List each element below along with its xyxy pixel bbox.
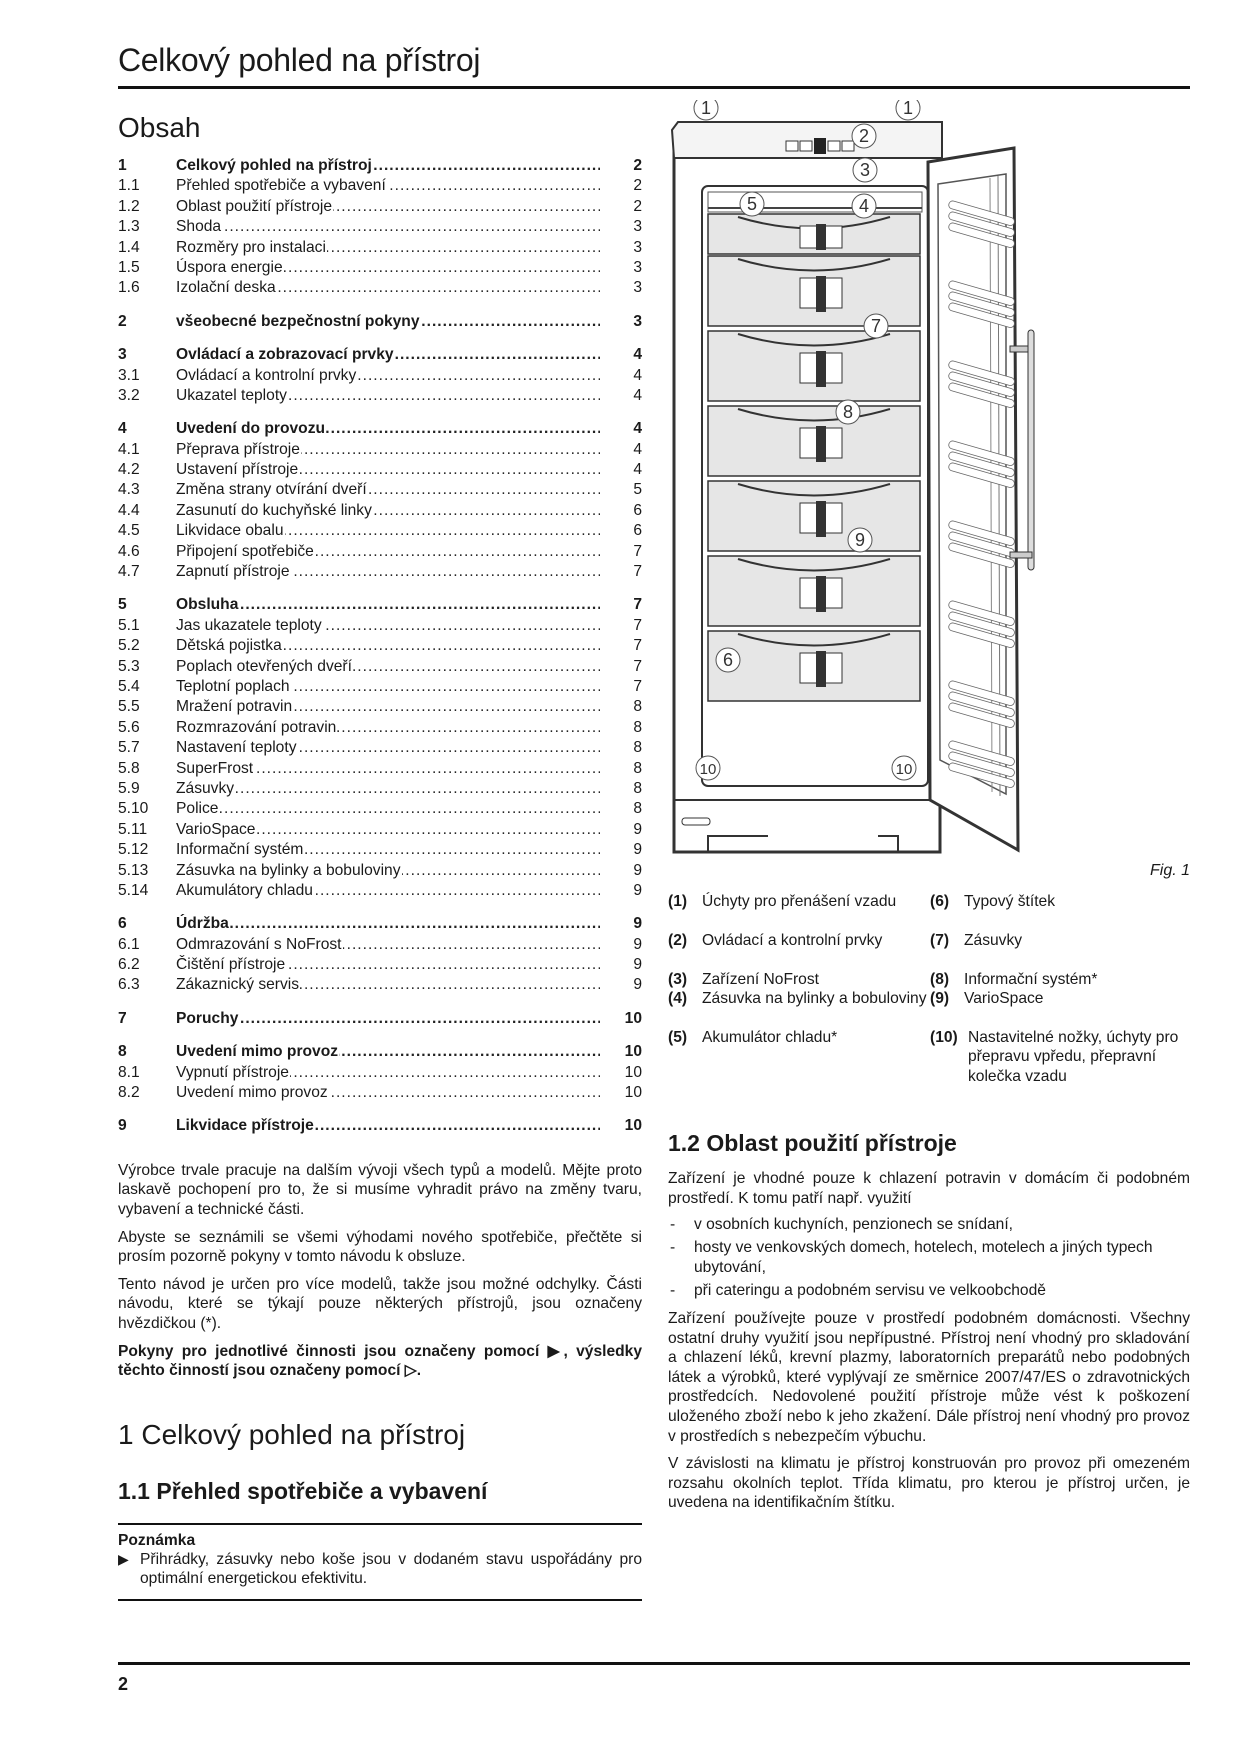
toc-entry-label: Uvedení mimo provoz .....	[176, 1042, 600, 1062]
toc-entry-page: 4	[633, 386, 642, 404]
list-item-text: při cateringu a podobném servisu ve velkoobchodě	[694, 1282, 1046, 1300]
toc-entry-number: 1	[118, 157, 127, 174]
toc-entry[interactable]	[118, 419, 642, 439]
toc-entry-page: 3	[633, 279, 642, 297]
toc-entry-page: 9	[633, 976, 642, 994]
toc-entry-label: VarioSpace .....	[176, 820, 600, 840]
list-item	[668, 1281, 1190, 1301]
toc-entry-label: Vypnutí přístroje .....	[176, 1063, 600, 1083]
toc-entry[interactable]	[118, 1009, 642, 1029]
toc-entry-number: 4.4	[118, 501, 140, 519]
toc-entry-number: 1.4	[118, 238, 140, 256]
legend-item	[930, 970, 1190, 989]
legend-item	[668, 970, 930, 989]
toc-entry[interactable]	[118, 238, 642, 258]
toc-entry[interactable]	[118, 1063, 642, 1083]
toc-entry-page: 4	[633, 440, 642, 458]
toc-entry-number: 4.1	[118, 440, 140, 458]
usage-paragraph: Zařízení používejte pouze v prostředí podobném domácnosti. Všechny ostatní druhy využití jsou nepřípustné. Přístroj není vhodný pro skladování a chlazení léků, krevní plazmy, laboratorních preparátů nebo podobných látek a výrobků, které vyplývají ze směrnice 2007/47/ES o zdravotnických prostředcích. Nedovolené použití přístroje může vést k poškození uloženého zboží nebo k jeho zkažení. Dále přístroj není vhodný pro provoz v prostředích s nebezpečím výbuchu.	[668, 1309, 1190, 1445]
note-item	[118, 1550, 642, 1589]
toc-entry-label: Ustavení přístroje .....	[176, 460, 600, 480]
toc-entry-page: 7	[633, 563, 642, 581]
usage-list	[668, 1215, 1190, 1301]
toc-entry-number: 3	[118, 346, 127, 364]
callout-label: 2	[858, 126, 870, 146]
toc-entry-number: 9	[118, 1117, 127, 1135]
note-text: Přihrádky, zásuvky nebo koše jsou v dodaném stavu uspořádány pro optimální energetickou efektivitu.	[140, 1550, 642, 1588]
note-box	[118, 1523, 642, 1601]
toc-entry-label: SuperFrost .....	[176, 759, 600, 779]
toc-entry[interactable]	[118, 636, 642, 656]
callout-label: 1	[700, 100, 712, 118]
toc-entry-label: Zásuvka na bylinky a bobuloviny .....	[176, 861, 600, 881]
toc-entry[interactable]	[118, 914, 642, 934]
legend-number: (3)	[668, 970, 688, 988]
toc-entry-label: Ovládací a zobrazovací prvky .....	[176, 345, 600, 365]
toc-entry[interactable]	[118, 480, 642, 500]
callout-label: 9	[854, 530, 866, 550]
toc-entry-page: 9	[633, 881, 642, 899]
toc-entry[interactable]	[118, 820, 642, 840]
toc-entry[interactable]	[118, 501, 642, 521]
toc-entry-label: Oblast použití přístroje .....	[176, 197, 600, 217]
toc-entry-page: 8	[633, 759, 642, 777]
legend-item	[668, 1028, 930, 1047]
toc-entry-page: 7	[633, 637, 642, 655]
toc-entry-label: Ovládací a kontrolní prvky .....	[176, 366, 600, 386]
note-title: Poznámka	[118, 1531, 196, 1549]
dash-bullet-icon: -	[670, 1215, 676, 1233]
toc-entry-number: 5.13	[118, 861, 149, 879]
legend-number: (10)	[930, 1028, 958, 1046]
toc-entry-page: 3	[633, 258, 642, 276]
toc-entry-page: 4	[633, 346, 642, 364]
toc-entry[interactable]	[118, 542, 642, 562]
freezer-illustration	[668, 100, 1190, 890]
toc-entry[interactable]	[118, 718, 642, 738]
legend-text: Akumulátor chladu*	[702, 1028, 838, 1046]
toc-entry[interactable]	[118, 386, 642, 406]
toc-entry-page: 2	[633, 157, 642, 174]
toc-entry[interactable]	[118, 738, 642, 758]
legend-text: Zásuvky	[964, 931, 1023, 949]
intro	[118, 1161, 642, 1381]
triangle-right-icon: ▶	[118, 1550, 129, 1567]
toc-entry-page: 2	[633, 197, 642, 215]
legend-item	[668, 931, 930, 970]
toc-entry-page: 10	[624, 1063, 642, 1081]
callout-label: 10	[895, 761, 913, 778]
dash-bullet-icon: -	[670, 1282, 676, 1300]
toc-entry-number: 5.5	[118, 698, 140, 716]
legend-text: Zásuvka na bylinky a bobuloviny	[702, 990, 927, 1007]
toc-entry-label: Zásuvky .....	[176, 779, 600, 799]
toc-entry-number: 1.5	[118, 258, 140, 276]
toc-entry-page: 8	[633, 698, 642, 716]
toc-entry-label: Informační systém .....	[176, 840, 600, 860]
toc-entry[interactable]	[118, 1116, 642, 1136]
toc-entry-number: 4	[118, 420, 127, 438]
usage-paragraph: V závislosti na klimatu je přístroj konstruován pro provoz při omezeném rozsahu okolních teplot. Třída klimatu, pro kterou je přístroj určen, je uvedena na identifikačním štítku.	[668, 1455, 1190, 1512]
toc-entry-number: 1.2	[118, 197, 140, 215]
legend-number: (2)	[668, 931, 688, 949]
page-header	[118, 38, 1190, 82]
legend-text: Informační systém*	[964, 970, 1098, 988]
toc-entry-page: 9	[633, 935, 642, 953]
toc-entry-page: 7	[633, 677, 642, 695]
legend-number: (9)	[930, 990, 950, 1007]
toc-entry-number: 5.11	[118, 820, 148, 838]
toc-entry-page: 10	[624, 1009, 642, 1027]
toc-entry-label: Likvidace obalu .....	[176, 521, 600, 541]
figure-caption: Fig. 1	[1149, 862, 1190, 879]
toc-entry[interactable]	[118, 779, 642, 799]
toc-entry-number: 4.3	[118, 481, 140, 499]
toc-entry-page: 9	[633, 956, 642, 974]
toc-entry-number: 5.3	[118, 657, 140, 675]
toc-entry[interactable]	[118, 278, 642, 298]
toc-entry-label: Čištění přístroje .....	[176, 955, 600, 975]
list-item-text: hosty ve venkovských domech, hotelech, motelech a jiných typech ubytování,	[694, 1239, 1153, 1276]
toc-entry-number: 4.7	[118, 563, 140, 581]
toc-title: Obsah	[118, 112, 201, 143]
toc-entry[interactable]	[118, 521, 642, 541]
toc-entry-label: Poruchy .....	[176, 1009, 600, 1029]
toc-entry-page: 9	[633, 915, 642, 933]
toc-entry-number: 4.2	[118, 461, 140, 479]
toc-entry-number: 5.9	[118, 779, 140, 797]
toc-entry-label: Zákaznický servis .....	[176, 975, 600, 995]
toc-entry-number: 4.5	[118, 522, 140, 540]
toc-entry-label: Teplotní poplach .....	[176, 677, 600, 697]
toc-entry-page: 10	[624, 1117, 642, 1135]
toc-entry-number: 1.1	[118, 177, 140, 195]
toc-entry[interactable]	[118, 840, 642, 860]
toc-entry-label: Úspora energie .....	[176, 258, 600, 278]
legend-text: Ovládací a kontrolní prvky	[702, 931, 883, 949]
toc-entry[interactable]	[118, 799, 642, 819]
legend-number: (4)	[668, 990, 688, 1007]
toc-entry-number: 6.1	[118, 935, 140, 953]
toc-entry-number: 7	[118, 1009, 127, 1027]
toc-entry-label: Uvedení mimo provoz .....	[176, 1083, 600, 1103]
toc-entry[interactable]	[118, 345, 642, 365]
callout-label: 6	[722, 650, 734, 670]
toc-entry[interactable]	[118, 595, 642, 615]
toc-entry-number: 5	[118, 596, 127, 614]
toc-entry-number: 5.1	[118, 616, 140, 634]
legend-number: (8)	[930, 970, 950, 988]
toc-entry-label: Zasunutí do kuchyňské linky .....	[176, 501, 600, 521]
footer-divider	[118, 1662, 1190, 1665]
list-item	[668, 1238, 1190, 1277]
toc-entry-number: 4.6	[118, 542, 140, 560]
toc-entry-label: Odmrazování s NoFrost .....	[176, 935, 600, 955]
toc-entry-number: 5.6	[118, 718, 140, 736]
toc-entry[interactable]	[118, 312, 642, 332]
callout-label: 1	[902, 100, 914, 118]
usage-paragraph: Zařízení je vhodné pouze k chlazení potravin v domácím či podobném prostředí. K tomu patří např. využití	[668, 1170, 1190, 1207]
toc-entry[interactable]	[118, 697, 642, 717]
toc-entry[interactable]	[118, 366, 642, 386]
legend-column-left	[668, 892, 930, 1105]
legend-text: Zařízení NoFrost	[702, 970, 819, 988]
toc-entry[interactable]	[118, 156, 642, 176]
toc-entry-label: Údržba .....	[176, 914, 600, 934]
intro-paragraph: Výrobce trvale pracuje na dalším vývoji všech typů a modelů. Mějte proto laskavě pochopení pro to, že si musíme vyhradit právo na změny tvaru, vybavení a technické části.	[118, 1161, 642, 1218]
toc-entry-page: 6	[633, 501, 642, 519]
toc-entry-page: 4	[633, 366, 642, 384]
toc-entry-label: Mražení potravin .....	[176, 697, 600, 717]
toc-entry-label: Uvedení do provozu .....	[176, 419, 600, 439]
toc-entry-page: 10	[624, 1084, 642, 1102]
toc-entry-label: Police .....	[176, 799, 600, 819]
callout-label: 10	[699, 761, 717, 778]
toc-entry-number: 6.3	[118, 976, 140, 994]
toc-entry[interactable]	[118, 176, 642, 196]
toc-entry-label: Celkový pohled na přístroj .....	[176, 156, 600, 176]
toc-entry-label: Změna strany otvírání dveří .....	[176, 480, 600, 500]
intro-paragraph: Tento návod je určen pro více modelů, takže jsou možné odchylky. Části návodu, které se týkají pouze některých přístrojů, jsou označeny hvězdičkou (*).	[118, 1275, 642, 1332]
toc-entry-label: všeobecné bezpečnostní pokyny .....	[176, 312, 600, 332]
toc-entry-number: 8	[118, 1043, 127, 1061]
toc-entry[interactable]	[118, 935, 642, 955]
toc-entry[interactable]	[118, 677, 642, 697]
callout-label: 5	[746, 194, 758, 214]
callout-label: 3	[859, 160, 871, 180]
toc-entry[interactable]	[118, 197, 642, 217]
legend-item	[930, 1028, 1190, 1106]
toc-entry-page: 8	[633, 718, 642, 736]
toc-entry[interactable]	[118, 1042, 642, 1062]
legend-item	[930, 931, 1190, 970]
legend-text: Úchyty pro přenášení vzadu	[702, 893, 897, 910]
toc-entry-label: Poplach otevřených dveří .....	[176, 657, 600, 677]
right-column	[668, 100, 1190, 1513]
instructions-legend: Pokyny pro jednotlivé činnosti jsou označeny pomocí ▶, výsledky těchto činností jsou označeny pomocí ▷.	[118, 1342, 642, 1380]
toc-entry[interactable]	[118, 657, 642, 677]
toc-entry-number: 2	[118, 312, 127, 330]
toc-entry[interactable]	[118, 881, 642, 901]
toc-entry-page: 7	[633, 542, 642, 560]
toc-entry-page: 8	[633, 779, 642, 797]
toc-entry-label: Akumulátory chladu .....	[176, 881, 600, 901]
toc-entry-page: 7	[633, 657, 642, 675]
toc-entry[interactable]	[118, 1083, 642, 1103]
appliance-figure	[668, 100, 1190, 890]
toc-entry-number: 8.2	[118, 1084, 140, 1102]
toc-entry-number: 5.10	[118, 800, 149, 818]
toc-entry-page: 5	[633, 481, 642, 499]
toc-entry[interactable]	[118, 616, 642, 636]
toc-entry-page: 7	[633, 596, 642, 614]
toc-entry-number: 5.12	[118, 841, 149, 859]
section-heading: 1 Celkový pohled na přístroj	[118, 1418, 466, 1450]
toc-entry-label: Nastavení teploty .....	[176, 738, 600, 758]
toc-entry-number: 3.1	[118, 366, 140, 384]
toc-entry[interactable]	[118, 460, 642, 480]
toc-entry[interactable]	[118, 562, 642, 582]
toc-entry-number: 1.6	[118, 279, 140, 297]
toc-entry-number: 5.7	[118, 739, 140, 757]
figure-legend	[668, 892, 1190, 1105]
page-number: 2	[118, 1674, 129, 1694]
page-title: Celkový pohled na přístroj	[118, 42, 481, 78]
toc-entry-number: 8.1	[118, 1063, 140, 1081]
toc-entry-page: 9	[633, 820, 642, 838]
toc-entry-number: 5.4	[118, 677, 140, 695]
toc-entry[interactable]	[118, 258, 642, 278]
toc-entry-number: 5.2	[118, 637, 140, 655]
toc-entry-label: Izolační deska .....	[176, 278, 600, 298]
toc-entry-page: 8	[633, 739, 642, 757]
toc-entry[interactable]	[118, 975, 642, 995]
toc-entry-label: Jas ukazatele teploty .....	[176, 616, 600, 636]
list-item-text: v osobních kuchyních, penzionech se snídaní,	[694, 1215, 1014, 1233]
toc-entry-label: Dětská pojistka .....	[176, 636, 600, 656]
callout-label: 8	[842, 402, 854, 422]
legend-column-right	[930, 892, 1190, 1105]
toc-entry-label: Obsluha .....	[176, 595, 600, 615]
toc-entry-page: 4	[633, 420, 642, 438]
toc-entry-page: 3	[633, 312, 642, 330]
toc-entry-page: 7	[633, 616, 642, 634]
table-of-contents	[118, 156, 642, 1137]
legend-number: (5)	[668, 1028, 688, 1046]
toc-entry-label: Přehled spotřebiče a vybavení .....	[176, 176, 600, 196]
legend-text: Typový štítek	[964, 893, 1055, 910]
callout-label: 4	[858, 196, 870, 216]
toc-entry-label: Likvidace přístroje .....	[176, 1116, 600, 1136]
toc-entry-page: 3	[633, 218, 642, 236]
toc-entry-label: Přeprava přístroje .....	[176, 440, 600, 460]
toc-entry-page: 8	[633, 800, 642, 818]
toc-entry[interactable]	[118, 955, 642, 975]
toc-entry[interactable]	[118, 217, 642, 237]
dash-bullet-icon: -	[670, 1239, 676, 1257]
toc-entry-number: 1.3	[118, 218, 140, 236]
subsection-heading: 1.1 Přehled spotřebiče a vybavení	[118, 1477, 488, 1504]
toc-entry-page: 4	[633, 461, 642, 479]
legend-item	[668, 989, 930, 1028]
legend-text: Nastavitelné nožky, úchyty pro přepravu vpředu, přepravní kolečka vzadu	[968, 1028, 1179, 1085]
toc-entry-page: 2	[633, 177, 642, 195]
toc-entry-label: Rozměry pro instalaci .....	[176, 238, 600, 258]
legend-item	[930, 989, 1190, 1028]
legend-item	[668, 892, 930, 931]
legend-number: (1)	[668, 893, 688, 910]
toc-entry[interactable]	[118, 861, 642, 881]
intro-paragraph: Abyste se seznámili se všemi výhodami nového spotřebiče, přečtěte si prosím pozorně pokyny v tomto návodu k obsluze.	[118, 1228, 642, 1266]
callout-label: 7	[870, 316, 882, 336]
toc-entry-page: 9	[633, 861, 642, 879]
subsection-heading: 1.2 Oblast použití přístroje	[668, 1130, 957, 1157]
left-column	[118, 100, 642, 1601]
legend-text: VarioSpace	[964, 990, 1044, 1007]
toc-entry[interactable]	[118, 759, 642, 779]
legend-number: (7)	[930, 931, 950, 949]
legend-number: (6)	[930, 893, 950, 910]
toc-entry-number: 6	[118, 915, 127, 933]
toc-entry-number: 3.2	[118, 386, 140, 404]
toc-entry-page: 10	[624, 1043, 642, 1061]
toc-entry-label: Připojení spotřebiče .....	[176, 542, 600, 562]
toc-entry-page: 6	[633, 522, 642, 540]
toc-entry-number: 6.2	[118, 956, 140, 974]
toc-entry-page: 3	[633, 238, 642, 256]
header-divider	[118, 86, 1190, 89]
toc-entry-page: 9	[633, 841, 642, 859]
toc-entry-number: 5.8	[118, 759, 140, 777]
toc-entry-label: Zapnutí přístroje .....	[176, 562, 600, 582]
toc-entry-label: Shoda .....	[176, 217, 600, 237]
toc-entry-label: Ukazatel teploty .....	[176, 386, 600, 406]
legend-item	[930, 892, 1190, 931]
toc-entry[interactable]	[118, 440, 642, 460]
toc-entry-number: 5.14	[118, 881, 149, 899]
list-item	[668, 1215, 1190, 1235]
toc-entry-label: Rozmrazování potravin .....	[176, 718, 600, 738]
